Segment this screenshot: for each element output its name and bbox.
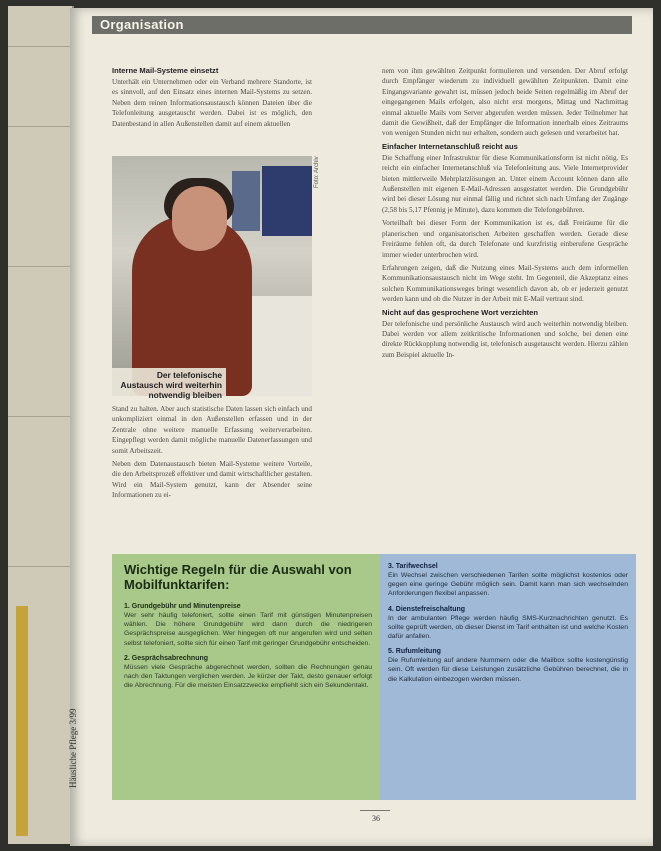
right-column <box>382 66 628 363</box>
rule-heading: 5. Rufumleitung <box>388 648 441 656</box>
subheading: Nicht auf das gesprochene Wort verzichten <box>382 307 538 317</box>
info-box-left <box>124 602 372 696</box>
section-header <box>92 16 632 34</box>
info-box <box>112 554 636 800</box>
page-number-rule <box>360 810 390 811</box>
left-column-top <box>112 66 312 132</box>
paragraph: Stand zu halten. Aber auch statistische Daten lassen sich einfach und unkompliziert einmal in den Außenstellen erfassen und in der Zentrale ohne weitere manuelle Erfassung weiterverarbeiten. Eingepflegt werden damit mögliche manuelle Datenerfassungen und somit Arbeitszeit. <box>112 405 312 455</box>
info-box-right <box>388 562 628 690</box>
paragraph: nem von ihm gewählten Zeitpunkt formulieren und versenden. Der Abruf erfolgt durch Empfänger wiederum zu individuell gewählten Zeitpunkten. Damit eine Eingangsvariante gewahrt ist, müssen jedoch beide Seiten regelmäßig im Abruf der eingegangenen Mails erfolgen, also nicht erst morgens, Mittag und Nachmittag einmal aktuelle Mails vom Server abgerufen werden müssen. Jeder Teilnehmer hat damit die Gewißheit, daß der Empfänger die Information innerhalb eines Zeitraums von wenigen Stunden nicht nur erhalten, sondern auch gelesen und verarbeitet hat. <box>382 67 628 138</box>
rule-heading: 2. Gesprächsabrechnung <box>124 654 209 662</box>
paragraph: Die Schaffung einer Infrastruktur für diese Kommunikationsform ist nicht nötig. Es reicht ein einfacher Internetanschluß via Telefonleitung aus. Viele Internetprovider bieten mittlerweile Mehrplatzlösungen an. Unter einem Account können dann alle Außenstellen mit eigenen E-Mail-Adressen ausgestattet werden. Die Grundgebühr wird bei dieser Lösung nur einmal fällig und richtet sich nach Umfang der Zugänge (2,58 bis 5,17 Pfennig je Minute), dazu kommen die Telefongebühren. <box>382 153 628 214</box>
rule-text: Wer sehr häufig telefoniert, sollte einen Tarif mit günstigen Minutenpreisen wählen. Die höhere Grundgebühr wird dann durch die niedrigeren Gesprächspreise ausgeglichen. Wer hingegen oft nur angerufen wird und selten selbst telefoniert, sollte sich für einen Tarif mit geringer Grundgebühr entscheiden. <box>124 612 372 647</box>
left-column-bottom <box>112 404 312 504</box>
rule-text: Ein Wechsel zwischen verschiedenen Tarifen sollte möglichst kostenlos oder gegen eine geringe Gebühr möglich sein. Damit kann man sich wechselnden Anforderungen flexibel anpassen. <box>388 572 628 598</box>
paragraph: Der telefonische und persönliche Austausch wird auch weiterhin notwendig bleiben. Dabei werden vor allem zeitkritische Informationen und solche, bei denen eine direkte Rückkopplung notwendig ist, telefonisch ausgetauscht werden. Hierzu zählen zum Beispiel aktuelle In- <box>382 319 628 359</box>
paragraph: Erfahrungen zeigen, daß die Nutzung eines Mail-Systems auch dem informellen Kommunikationsaustausch nicht im Wege steht. Im Gegenteil, die Akzeptanz eines solchen Kommunikationsweges bringt wesentlich davon ab, ob er jederzeit genutzt werden kann und ob die Nutzer in der Arbeit mit E-Mail vertraut sind. <box>382 263 628 304</box>
paragraph: Vorteilhaft bei dieser Form der Kommunikation ist es, daß Freiräume für die planerischen und organisatorischen Arbeiten geschaffen werden. Gerade diese Freiräume fehlen oft, da durch Telefonate und kurzfristig einberufene Gespräche immer wieder unterbrochen wird. <box>382 219 628 259</box>
photo <box>112 156 312 396</box>
page-number: 36 <box>372 814 380 823</box>
photo-caption: Der telefonische Austausch wird weiterhin notwendig bleiben <box>110 368 226 402</box>
paragraph: Neben dem Datenaustausch bieten Mail-Systeme weitere Vorteile, die den Arbeitsprozeß effektiver und damit wirtschaftlicher gestalten. Wird ein Mail-System genutzt, kann der Absender seine Informationen zu ei- <box>112 460 312 500</box>
paragraph: Unterhält ein Unternehmen oder ein Verband mehrere Standorte, ist es sinnvoll, auf den Einsatz eines internen Mail-Systems zu setzen. Neben dem reinen Informationsaustausch können Dateien über die Telefonleitung ausgetauscht werden. Dabei ist es möglich, den Datenbestand in allen Außenstellen damit auf einem aktuellen <box>112 78 312 128</box>
rule-text: Müssen viele Gespräche abgerechnet werden, sollten die Rechnungen genau nach den Taktungen verglichen werden. Je kürzer der Takt, desto genauer erfolgt die Abrechnung. Für die meisten Einsatzzwecke empfiehlt sich ein Sekundentakt. <box>124 663 372 690</box>
rule-heading: 4. Dienstefreischaltung <box>388 605 466 613</box>
subheading: Interne Mail-Systeme einsetzt <box>112 66 219 75</box>
info-box-right-panel <box>380 554 636 800</box>
journal-name: Häusliche Pflege 3/99 <box>68 708 78 788</box>
rule-heading: 3. Tarifwechsel <box>388 563 438 570</box>
subheading: Einfacher Internetanschluß reicht aus <box>382 141 518 151</box>
info-box-title: Wichtige Regeln für die Auswahl von Mobilfunktarifen: <box>124 562 352 592</box>
journal-page <box>70 8 653 846</box>
photo-credit: Foto: Archiv <box>314 156 320 188</box>
rule-heading: 1. Grundgebühr und Minutenpreise <box>124 603 241 610</box>
section-title: Organisation <box>100 17 184 32</box>
rule-text: In der ambulanten Pflege werden häufig SMS-Kurznachrichten genutzt. Es sollte geprüft werden, ob dieser Dienst im Tarif enthalten ist und welche Kosten dafür anfallen. <box>388 614 628 641</box>
binder-tab <box>16 606 28 836</box>
rule-text: Die Rufumleitung auf andere Nummern oder die Mailbox sollte kostengünstig sein. Oft werden für diese Leistungen zusätzliche Gebühren berechnet, die in die Kalkulation einbezogen werden müssen. <box>388 657 628 683</box>
journal-sidebar <box>68 668 82 788</box>
binder-edge <box>8 6 74 844</box>
